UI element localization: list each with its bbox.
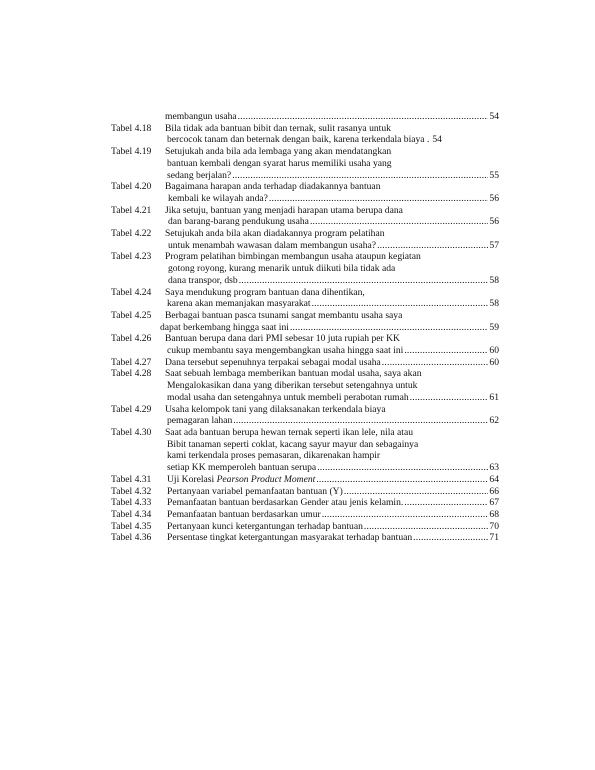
toc-entry-last-line: dana transpor, dsb xyxy=(168,274,238,286)
toc-entry-line: Saat sebuah lembaga memberikan bantuan modal usaha, saya akan xyxy=(165,368,422,380)
toc-entry-last-line: karena akan memanjakan masyarakat xyxy=(167,298,311,310)
toc-entry-line: Saya mendukung program bantuan dana dihentikan, xyxy=(165,286,365,298)
toc-entry-last-line: Pertanyaan variabel pemanfaatan bantuan (Y) xyxy=(167,485,343,497)
toc-entry-last-line: Uji Korelasi xyxy=(167,473,217,485)
toc-entry xyxy=(111,497,499,509)
toc-page-number: 58 xyxy=(489,274,499,286)
toc-entry-number: Tabel 4.35 xyxy=(111,520,152,532)
toc-entry-number: Tabel 4.18 xyxy=(111,122,152,134)
dot-leader xyxy=(232,170,488,182)
toc-entry-last-line: dapat berkembang hingga saat ini xyxy=(160,321,289,333)
toc-page-number: 66 xyxy=(489,485,499,497)
toc-entry xyxy=(111,474,499,486)
toc-entry-line: Bagaimana harapan anda terhadap diadakannya bantuan xyxy=(165,181,381,193)
toc-entry-number: Tabel 4.29 xyxy=(111,403,152,415)
dot-leader xyxy=(239,275,489,287)
toc-entry-line: Saat ada bantuan berupa hewan ternak seperti ikan lele, nila atau xyxy=(165,426,413,438)
toc-entry-last-line: Pemanfaatan bantuan berdasarkan umur xyxy=(167,508,321,520)
toc-entry-last-line: kembali ke wilayah anda? xyxy=(168,192,268,204)
toc-entry-line: Mengalokasikan dana yang diberikan tersebut setengahnya untuk xyxy=(167,380,418,392)
toc-entry-last-line: Dana tersebut sepenuhnya terpakai sebagai modal usaha xyxy=(165,356,381,368)
toc-entry-number: Tabel 4.20 xyxy=(111,181,152,193)
toc-entry-number: Tabel 4.32 xyxy=(111,485,152,497)
toc-entry-last-line: setiap KK memperoleh bantuan serupa xyxy=(167,462,317,474)
dot-leader xyxy=(317,462,488,474)
toc-entry-number: Tabel 4.33 xyxy=(111,497,152,509)
toc-entry xyxy=(111,357,499,369)
toc-entry xyxy=(111,228,499,251)
toc-entry-last-line: Persentase tingkat ketergantungan masyarakat terhadap bantuan xyxy=(167,532,413,544)
toc-entry-number: Tabel 4.19 xyxy=(111,146,152,158)
toc-page-number: 70 xyxy=(489,520,499,532)
toc-entry-line: Usaha kelompok tani yang dilaksanakan terkendala biaya xyxy=(165,403,386,415)
dot-leader xyxy=(312,298,489,310)
dot-leader xyxy=(410,392,489,404)
dot-leader xyxy=(290,322,488,334)
toc-entry xyxy=(111,427,499,474)
table-of-contents xyxy=(111,111,499,544)
toc-entry-line: gotong royong, kurang menarik untuk diikuti bila tidak ada xyxy=(168,263,396,275)
toc-entry xyxy=(111,404,499,427)
toc-entry xyxy=(111,146,499,181)
toc-page-number: 61 xyxy=(489,391,499,403)
toc-entry xyxy=(111,333,499,356)
dot-leader xyxy=(404,497,488,509)
dot-leader xyxy=(382,357,489,369)
toc-entry-line: Setujukah anda bila ada lembaga yang akan mendatangkan xyxy=(165,146,392,158)
dot-leader xyxy=(310,216,488,228)
toc-entry-number: Tabel 4.23 xyxy=(111,251,152,263)
toc-entry-number: Tabel 4.24 xyxy=(111,286,152,298)
toc-page-number: 56 xyxy=(489,216,499,228)
toc-continuation-text: membangun usaha xyxy=(165,111,237,122)
toc-page-number: 54 xyxy=(432,134,442,146)
dot-leader xyxy=(377,240,488,252)
toc-entry xyxy=(111,521,499,533)
toc-page-number: 68 xyxy=(489,508,499,520)
toc-entry xyxy=(111,486,499,498)
toc-entry-number: Tabel 4.25 xyxy=(111,309,152,321)
toc-entry-last-line: Pertanyaan kunci ketergantungan terhadap bantuan xyxy=(167,520,363,532)
toc-entry-number: Tabel 4.34 xyxy=(111,508,152,520)
toc-entry xyxy=(111,532,499,544)
toc-page-number: 55 xyxy=(489,169,499,181)
dot-leader xyxy=(269,193,489,205)
toc-entry xyxy=(111,287,499,310)
toc-page-number: 56 xyxy=(489,192,499,204)
toc-entry-last-line: dan barang-barang pendukung usaha xyxy=(168,216,309,228)
toc-entry-last-line: bercocok tanam dan beternak dengan baik, karena terkendala biaya . xyxy=(167,134,430,146)
toc-entry-last-line: Pemanfaatan bantuan berdasarkan Gender atau jenis kelamin. xyxy=(167,497,404,509)
toc-entry-line: Program pelatihan bimbingan membangun usaha ataupun kegiatan xyxy=(165,251,421,263)
toc-entry-line: bantuan kembali dengan syarat harus memiliki usaha yang xyxy=(167,157,392,169)
toc-page-number: 60 xyxy=(489,345,499,357)
toc-entry xyxy=(111,181,499,204)
toc-entry-number: Tabel 4.28 xyxy=(111,368,152,380)
toc-page-number: 59 xyxy=(489,321,499,333)
toc-entry-last-line: untuk menambah wawasan dalam membangun usaha? xyxy=(168,239,377,251)
dot-leader xyxy=(233,415,488,427)
toc-entry-number: Tabel 4.31 xyxy=(111,473,152,485)
toc-entry-line: Bantuan berupa dana dari PMI sebesar 10 juta rupiah per KK xyxy=(165,333,400,345)
toc-entry xyxy=(111,310,499,333)
toc-continuation xyxy=(111,111,499,123)
toc-page-number: 57 xyxy=(489,239,499,251)
toc-entry-last-line: sedang berjalan? xyxy=(167,169,232,181)
dot-leader xyxy=(344,486,489,498)
toc-entry-number: Tabel 4.21 xyxy=(111,204,152,216)
toc-entry-italic-term: Pearson Product Moment xyxy=(216,473,316,485)
toc-entry-last-line: pemagaran lahan xyxy=(167,415,233,427)
toc-entry-line: Setujukah anda bila akan diadakannya program pelatihan xyxy=(165,228,385,240)
toc-entry-line: Jika setuju, bantuan yang menjadi harapan utama berupa dana xyxy=(165,204,403,216)
toc-entry xyxy=(111,205,499,228)
toc-entry-last-line: cukup membantu saya mengembangkan usaha hingga saat ini xyxy=(167,345,404,357)
dot-leader xyxy=(364,521,489,533)
toc-page-number: 67 xyxy=(489,497,499,509)
toc-page-number: 54 xyxy=(489,111,499,122)
dot-leader xyxy=(316,474,488,486)
toc-page-number: 62 xyxy=(489,415,499,427)
toc-entry xyxy=(111,251,499,286)
toc-entry-last-line: modal usaha dan setengahnya untuk membeli perabotan rumah xyxy=(167,391,409,403)
toc-entry xyxy=(111,509,499,521)
toc-entry-line: Bila tidak ada bantuan bibit dan ternak, sulit rasanya untuk xyxy=(165,122,391,134)
toc-entry-number: Tabel 4.36 xyxy=(111,532,152,544)
toc-page-number: 64 xyxy=(489,473,499,485)
toc-entry xyxy=(111,123,499,146)
toc-page-number: 58 xyxy=(489,298,499,310)
toc-entry-number: Tabel 4.26 xyxy=(111,333,152,345)
toc-page-number: 60 xyxy=(489,356,499,368)
dot-leader xyxy=(404,345,488,357)
dot-leader xyxy=(413,532,488,544)
toc-entry-line: Bibit tanaman seperti coklat, kacang sayur mayur dan sebagainya xyxy=(167,438,419,450)
toc-entry-line: kami terkendala proses pemasaran, dikarenakan hampir xyxy=(167,450,381,462)
toc-page-number: 63 xyxy=(489,462,499,474)
toc-entry xyxy=(111,368,499,403)
dot-leader xyxy=(322,509,489,521)
dot-leader xyxy=(238,111,489,123)
toc-entry-number: Tabel 4.30 xyxy=(111,426,152,438)
toc-entry-number: Tabel 4.27 xyxy=(111,356,152,368)
toc-entry-number: Tabel 4.22 xyxy=(111,228,152,240)
toc-entry-line: Berbagai bantuan pasca tsunami sangat membantu usaha saya xyxy=(165,309,403,321)
toc-page-number: 71 xyxy=(489,532,499,544)
